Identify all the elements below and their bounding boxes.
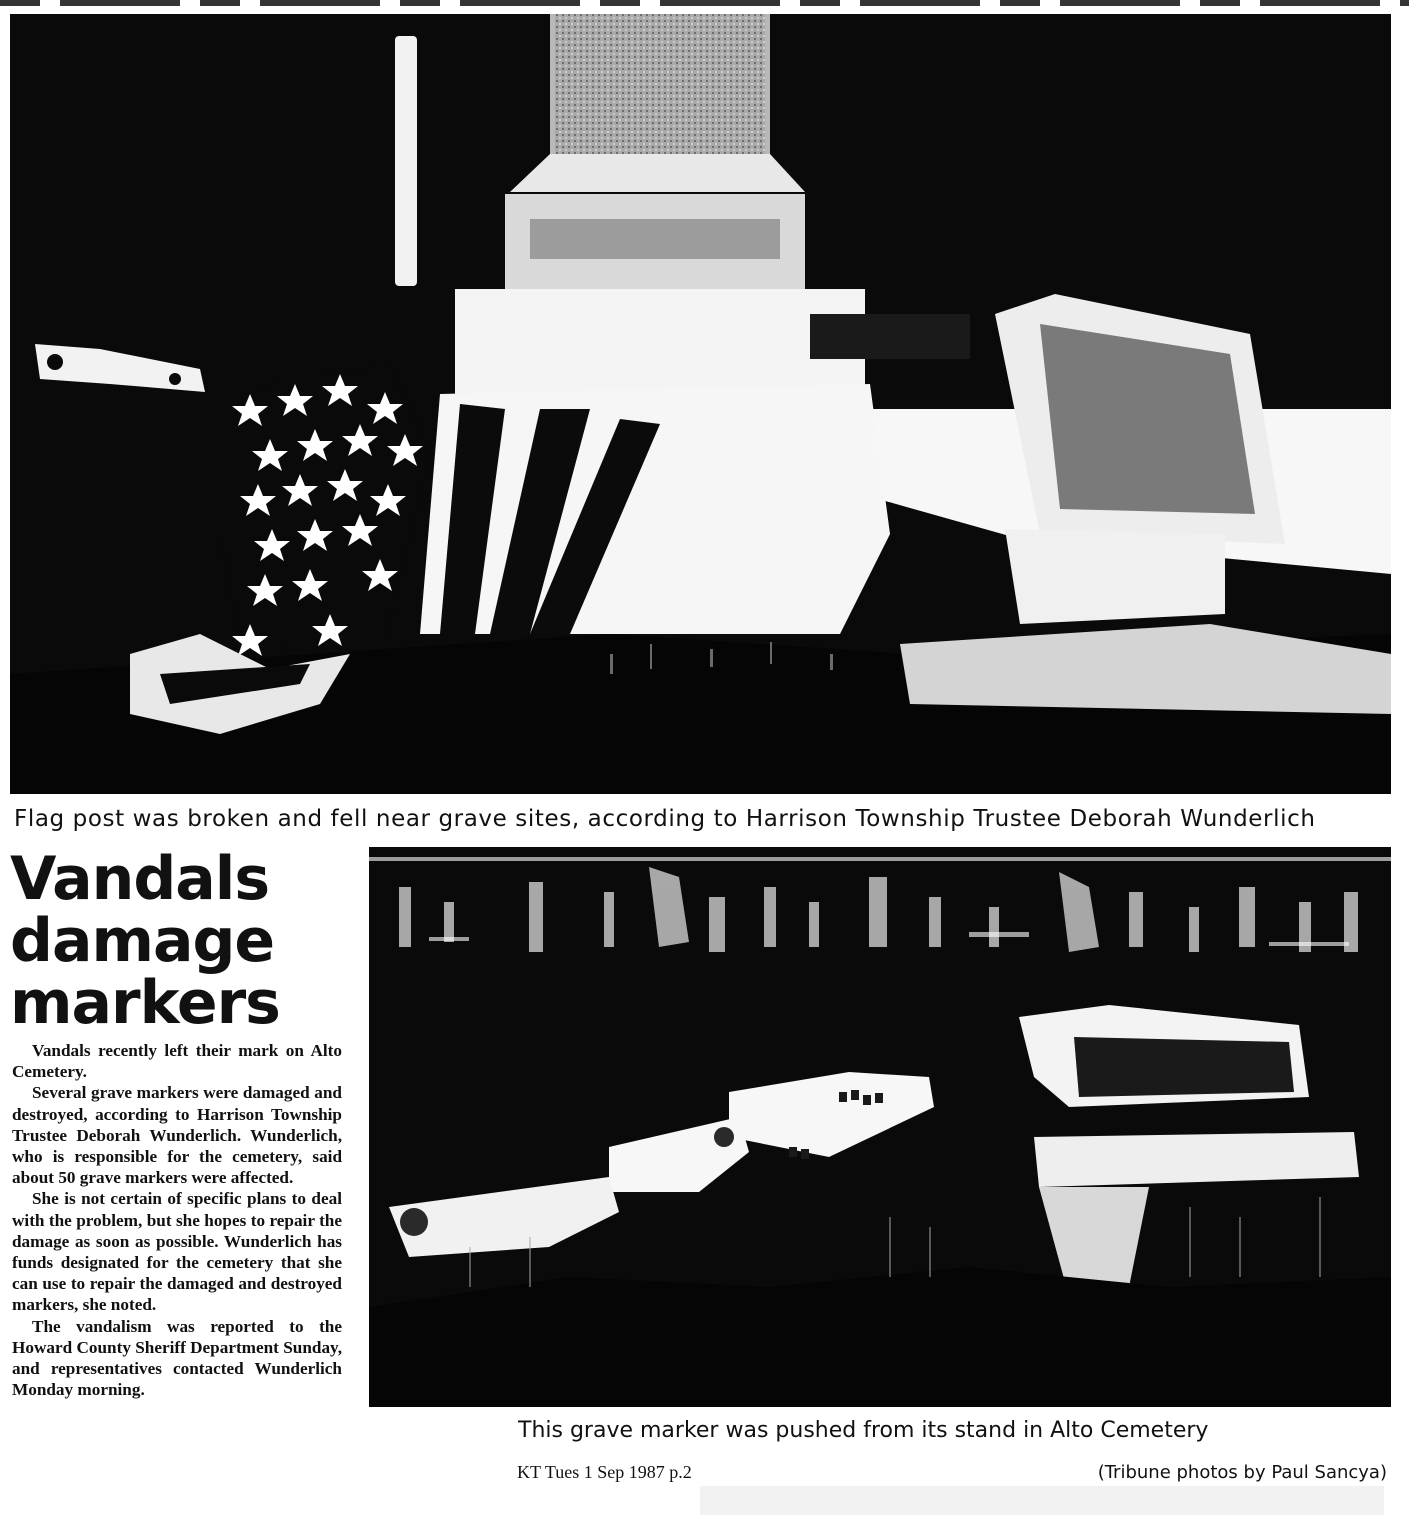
headline-line: damage [10, 906, 275, 976]
top-page-edge [0, 0, 1409, 6]
article-paragraph: The vandalism was reported to the Howard County Sheriff Department Sunday, and representatives contacted Wunderlich Monday morning. [12, 1316, 342, 1400]
article-paragraph: Vandals recently left their mark on Alto Cemetery. [12, 1041, 342, 1082]
photo-credit: (Tribune photos by Paul Sancya) [1097, 1462, 1387, 1483]
article-paragraph: Several grave markers were damaged and destroyed, according to Harrison Township Trustee Deborah Wunderlich. Wunderlich, who is responsible for the cemetery, said about 50 grave markers were affected. [12, 1083, 342, 1188]
article-headline [10, 844, 360, 1038]
photo-toppled-marker [369, 847, 1391, 1407]
photo-flag-grave [10, 14, 1391, 794]
article-body [12, 1040, 342, 1400]
headline-line: markers [10, 968, 280, 1038]
article-paragraph: She is not certain of specific plans to deal with the problem, but she hopes to repair the damage as soon as possible. Wunderlich has funds designated for the cemetery that she can use to repair the damaged and destroyed markers, she noted. [12, 1189, 342, 1315]
photo-caption-top: Flag post was broken and fell near grave sites, according to Harrison Township Trustee Deborah Wunderlich [14, 806, 1316, 832]
scan-artifact [700, 1486, 1384, 1515]
dateline: KT Tues 1 Sep 1987 p.2 [517, 1462, 692, 1482]
headline-line: Vandals [10, 844, 270, 914]
photo-caption-bottom: This grave marker was pushed from its stand in Alto Cemetery [518, 1418, 1209, 1443]
